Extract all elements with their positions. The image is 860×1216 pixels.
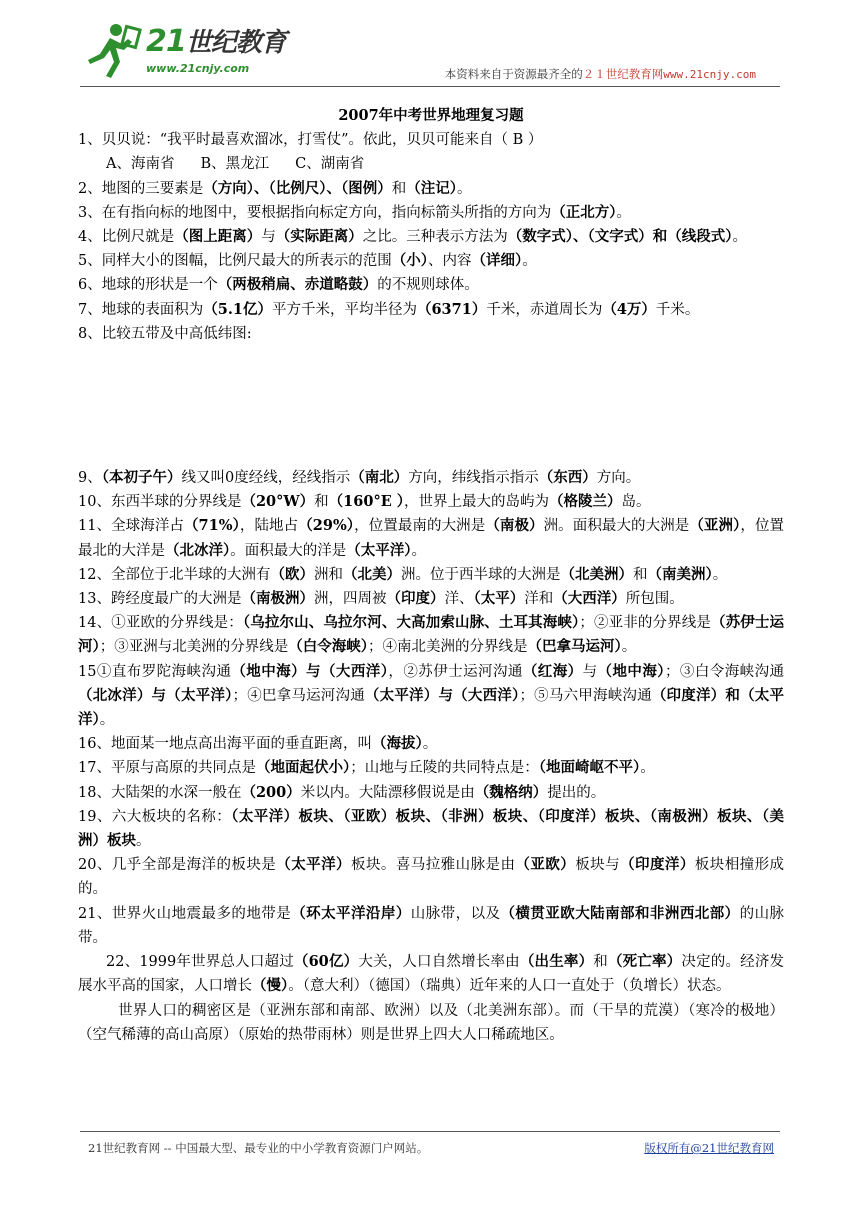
- footer-note: 21世纪教育网 -- 中国最大型、最专业的中小学教育资源门户网站。: [88, 1141, 429, 1155]
- option-c: C、湖南省: [295, 156, 365, 173]
- header-prefix: 本资料来自于资源最齐全的: [444, 67, 583, 81]
- question-16: 16、地面某一地点高出海平面的垂直距离，叫（海拔）。: [78, 735, 438, 753]
- question-4: 4、比例尺就是（图上距离）与（实际距离）之比。三种表示方法为（数字式）、（文字式）和（线段式）。: [78, 228, 747, 246]
- option-b: B、黑龙江: [200, 156, 270, 173]
- header-source-note: [445, 66, 756, 82]
- header-site-name: ２１世纪教育网: [582, 67, 664, 81]
- question-2: 2、地图的三要素是（方向）、（比例尺）、（图例）和（注记）。: [78, 179, 472, 197]
- question-1: 1、贝贝说：“我平时最喜欢溜冰，打雪仗”。依此，贝贝可能来自（ B ）: [78, 132, 543, 149]
- logo-url: www.21cnjy.com: [146, 62, 250, 75]
- footer-divider: [80, 1131, 780, 1132]
- page-header: [80, 18, 780, 88]
- document-title: 2007年中考世界地理复习题: [338, 107, 524, 124]
- question-18: 18、大陆架的水深一般在（200）米以内。大陆漂移假说是由（魏格纳）提出的。: [78, 783, 606, 801]
- question-17: 17、平原与高原的共同点是（地面起伏小）；山地与丘陵的共同特点是：（地面崎岖不平）。: [78, 759, 655, 777]
- option-a: A、海南省: [106, 156, 175, 173]
- figure-placeholder: [78, 346, 784, 466]
- question-7: 7、地球的表面积为（5.1亿）平方千米，平均半径为（6371）千米，赤道周长为（4万）千米。: [78, 300, 700, 318]
- logo: [80, 18, 290, 84]
- question-14: 14、①亚欧的分界线是：（乌拉尔山、乌拉尔河、大高加索山脉、土耳其海峡）；②亚非的分界线是（苏伊士运河）；③亚洲与北美洲的分界线是（白令海峡）；④南北美洲的分界线是（巴拿马运河）。: [78, 614, 785, 656]
- question-20: 20、几乎全部是海洋的板块是（太平洋）板块。喜马拉雅山脉是由（亚欧）板块与（印度洋）板块相撞形成的。: [78, 856, 785, 898]
- question-12: 12、全部位于北半球的大洲有（欧）洲和（北美）洲。位于西半球的大洲是（北美洲）和（南美洲）。: [78, 565, 728, 583]
- question-3: 3、在有指向标的地图中，要根据指向标定方向，指向标箭头所指的方向为（正北方）。: [78, 203, 631, 221]
- question-5: 5、同样大小的图幅，比例尺最大的所表示的范围（小）、内容（详细）。: [78, 252, 537, 270]
- document-body: [78, 104, 784, 1047]
- logo-chinese: 世纪教育: [185, 28, 286, 58]
- runner-logo-icon: [80, 20, 144, 80]
- question-9: 9、（本初子午）线又叫0度经线，经线指示（南北）方向，纬线指示指示（东西）方向。: [78, 469, 641, 487]
- question-19: 19、六大板块的名称：（太平洋）板块、（亚欧）板块、（非洲）板块、（印度洋）板块、（南极洲）板块、（美洲）板块。: [78, 807, 785, 850]
- question-22: 22、1999年世界总人口超过（60亿）大关，人口自然增长率由（出生率）和（死亡率）决定的。经济发展水平高的国家，人口增长（慢）。（意大利）（德国）（瑞典）近年来的人口一直处于（负增长）状态。: [78, 953, 785, 995]
- question-10: 10、东西半球的分界线是（20°W）和（160°E ），世界上最大的岛屿为（格陵兰）岛。: [78, 493, 651, 511]
- question-8: 8、比较五带及中高低纬图:: [78, 325, 252, 342]
- logo-wordmark: [146, 22, 286, 59]
- question-6: 6、地球的形状是一个（两极稍扁、赤道略鼓）的不规则球体。: [78, 276, 479, 294]
- footer-copyright-link[interactable]: 版权所有@21世纪教育网: [644, 1141, 774, 1155]
- question-1-options: [78, 152, 784, 176]
- population-paragraph: 世界人口的稠密区是（亚洲东部和南部、欧洲）以及（北美洲东部）。而（干旱的荒漠）（寒冷的极地）（空气稀薄的高山高原）（原始的热带雨林）则是世界上四大人口稀疏地区。: [78, 1002, 784, 1043]
- question-13: 13、跨经度最广的大洲是（南极洲）洲，四周被（印度）洋、（太平）洋和（大西洋）所包围。: [78, 590, 684, 608]
- question-11: 11、全球海洋占（71%），陆地占（29%），位置最南的大洲是（南极）洲。面积最大的大洲是（亚洲），位置最北的大洋是（北冰洋）。面积最大的洋是（太平洋）。: [78, 517, 785, 559]
- question-15: 15①直布罗陀海峡沟通（地中海）与（大西洋），②苏伊士运河沟通（红海）与（地中海）；③白令海峡沟通（北冰洋）与（太平洋）；④巴拿马运河沟通（太平洋）与（大西洋）；⑤马六甲海峡沟通（印度洋）和（太平洋）。: [78, 662, 785, 729]
- question-21: 21、世界火山地震最多的地带是（环太平洋沿岸）山脉带，以及（横贯亚欧大陆南部和非洲西北部）的山脉带。: [78, 904, 785, 946]
- header-site-link[interactable]: www.21cnjy.com: [663, 68, 756, 81]
- header-divider: [80, 86, 780, 87]
- logo-number: 21: [146, 24, 186, 59]
